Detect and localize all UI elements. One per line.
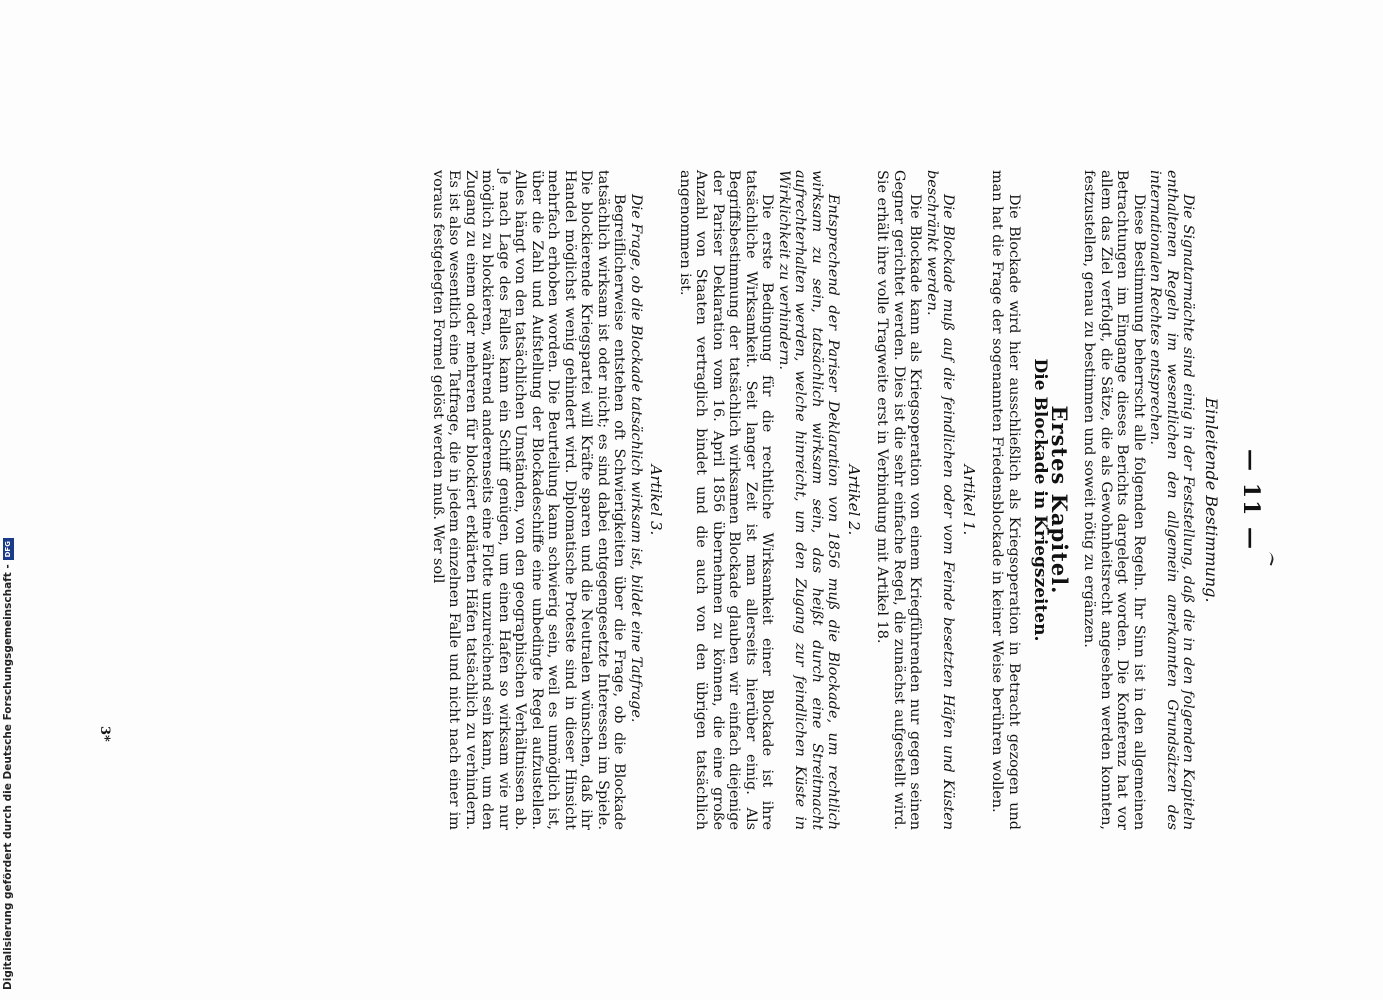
article-3-rule: Die Frage, ob die Blockade tatsächlich wirksam ist, bildet eine Tatfrage.: [628, 194, 644, 723]
article-2-rule: Entsprechend der Pariser Deklaration von 1856 muß die Blockade, um rechtlich wirksam zu sein, tatsächlich wirksam sein, das heißt durch eine Streitmacht aufrechterhalten werden, welche hinreicht, um den Zugang zur feindlichen Küste in Wirklichkeit zu verhindern.: [776, 170, 842, 830]
margin-tick-mark: [1260, 550, 1275, 565]
folio-signature-mark: 3*: [97, 726, 112, 742]
digitization-credit: [2, 538, 14, 990]
page-number: — 11 —: [1238, 449, 1264, 551]
credit-text: Digitalisierung gefördert durch die Deutsche Forschungsgemeinschaft -: [2, 564, 14, 990]
article-1-heading: Artikel 1.: [960, 464, 978, 536]
intro-rule-paragraph: Die Signatarmächte sind einig in der Feststellung, daß die in den folgenden Kapiteln enthaltenen Regeln im wesentlichen den allgemein anerkannten Grundsätzen des internationalen Rechtes entsprechen.: [1147, 170, 1197, 830]
article-1-commentary: Die Blockade kann als Kriegsoperation von einem Kriegführenden nur gegen seinen Gegner gerichtet werden. Dies ist die sehr einfache Regel, die zunächst aufgestellt wird. Sie erhält ihre volle Tragweite erst in Verbindung mit Artikel 18.: [874, 170, 924, 830]
chapter-subtitle: Die Blockade in Kriegszeiten.: [1030, 358, 1051, 642]
intro-heading: Einleitende Bestimmung.: [1202, 397, 1221, 603]
article-2-commentary: Die erste Bedingung für die rechtliche Wirksamkeit einer Blockade ist ihre tatsächliche Wirksamkeit. Seit langer Zeit ist man allerseits hierüber einig. Als Begriffsbestimmung der tatsächlich wirksamen Blockade glauben wir einfach diejenige der Pariser Deklaration vom 16. April 1856 übernehmen zu können, die eine große Anzahl von Staaten vertraglich bindet und die auch von den übrigen tatsächlich angenommen ist.: [677, 170, 776, 830]
intro-commentary-paragraph: Diese Bestimmung beherrscht alle folgenden Regeln. Ihr Sinn ist in den allgemeinen Betrachtungen im Eingange dieses Berichts dargelegt worden. Die Konferenz hat vor allem das Ziel verfolgt, die Sätze, die als Gewohnheitsrecht angesehen werden konnten, festzustellen, genau zu bestimmen und soweit nötig zu ergänzen.: [1081, 170, 1147, 830]
article-3-commentary: Begreiflicherweise entstehen oft Schwierigkeiten über die Frage, ob die Blockade tatsächlich wirksam ist oder nicht; es sind dabei entgegengesetzte Interessen im Spiele. Die blockierende Kriegspartei will Kräfte sparen und die Neutralen wünschen, daß ihr Handel möglichst wenig gehindert wird. Diplomatische Proteste sind in dieser Hinsicht mehrfach erhoben worden. Die Beurteilung kann schwierig sein, weil es unmöglich ist, über die Zahl und Aufstellung der Blockadeschiffe eine unbedingte Regel aufzustellen. Alles hängt von den tatsächlichen Umständen, von den geographischen Verhältnissen ab. Je nach Lage des Falles kann ein Schiff genügen, um einen Hafen so wirksam wie nur möglich zu blockieren, während anderenseits eine Flotte unzureichend sein kann, um den Zugang zu einem oder mehreren für blockiert erklärten Häfen tatsächlich zu verhindern. Es ist also wesentlich eine Tatfrage, die in jedem einzelnen Falle und nicht nach einer im voraus festgelegten Formel gelöst werden muß. Wer soll: [430, 170, 628, 830]
article-1-rule: Die Blockade muß auf die feindlichen oder vom Feinde besetzten Häfen und Küsten beschränkt werden.: [924, 170, 957, 830]
chapter-paragraph: Die Blockade wird hier ausschließlich als Kriegsoperation in Betracht gezogen und man hat die Frage der sogenannten Friedensblockade in keiner Weise berühren wollen.: [989, 170, 1022, 830]
chapter-title: Erstes Kapitel.: [1047, 405, 1072, 595]
dfg-logo-icon: DFG: [3, 538, 14, 560]
article-2-heading: Artikel 2.: [845, 464, 863, 536]
rotated-text-block: [169, 170, 1264, 830]
article-3-heading: Artikel 3.: [647, 464, 666, 536]
